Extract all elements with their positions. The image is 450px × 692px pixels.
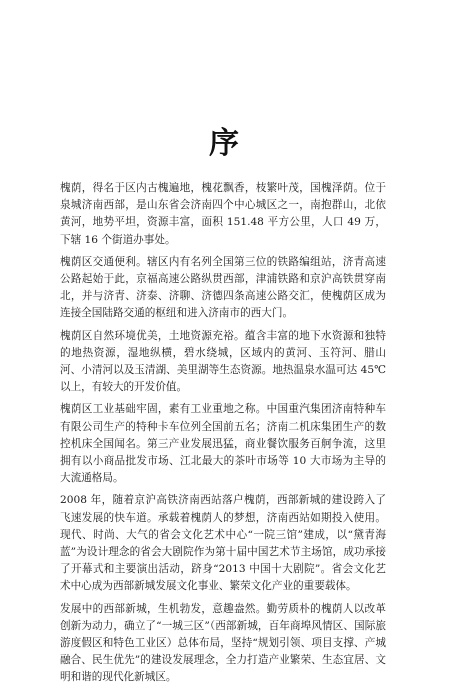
paragraph-development: 发展中的西部新城，生机勃发，意趣盎然。勤劳质朴的槐荫人以改革创新为动力，确立了“一城三区”（西部新城，百年商埠风情区、国际旅游度假区和特色工业区）总体布局，坚持“规划引领、项目支撑、产城融合、民生优先”的建设发展理念，全力打造产业繁荣、生态宜居、文明和谐的现代化新城区。 bbox=[60, 602, 386, 684]
preface-title: 序 bbox=[209, 126, 241, 161]
paragraph-transport: 槐荫区交通便利。辖区内有名列全国第三位的铁路编组站，济青高速公路起始于此，京福高速公路纵贯西部，津浦铁路和京沪高铁贯穿南北，并与济青、济泰、济聊、济德四条高速公路交汇，使槐荫区成为连接全国陆路交通的枢纽和进入济南市的西大门。 bbox=[60, 255, 386, 320]
paragraph-new-city: 2008 年，随着京沪高铁济南西站落户槐荫，西部新城的建设跨入了飞速发展的快车道。承载着槐荫人的梦想，济南西站如期投入使用。现代、时尚、大气的省会文化艺术中心“一院三馆”建成，以“黛青海蓝”为设计理念的省会大剧院作为第十届中国艺术节主场馆，成功承接了开幕式和主要演出活动，跻身“2013 中国十大剧院”。省会文化艺术中心成为西部新城发展文化事业、繁荣文化产业的重要载体。 bbox=[60, 494, 386, 593]
paragraph-intro: 槐荫，得名于区内古槐遍地，槐花飘香，枝繁叶茂，国槐泽荫。位于泉城济南西部，是山东省会济南四个中心城区之一，南抱群山，北依黄河，地势平坦，资源丰富，面积 151.48 平方公里，人口 49 万，下辖 16 个街道办事处。 bbox=[60, 182, 386, 246]
paragraph-industry: 槐荫区工业基础牢固，素有工业重地之称。中国重汽集团济南特种车有限公司生产的特种卡车位列全国前五名；济南二机床集团生产的数控机床全国闻名。第三产业发展迅猛，商业餐饮服务百舸争流，这里拥有以小商品批发市场、江北最大的茶叶市场等 10 大市场为主导的大流通格局。 bbox=[60, 403, 386, 485]
paragraph-environment: 槐荫区自然环境优美，土地资源充裕。蕴含丰富的地下水资源和独特的地热资源，湿地纵横，碧水绕城，区域内的黄河、玉符河、腊山河、小清河以及玉清湖、美里湖等生态资源。地热温泉水温可达 45℃以上，有较大的开发价值。 bbox=[60, 329, 386, 394]
preface-body bbox=[60, 180, 386, 692]
